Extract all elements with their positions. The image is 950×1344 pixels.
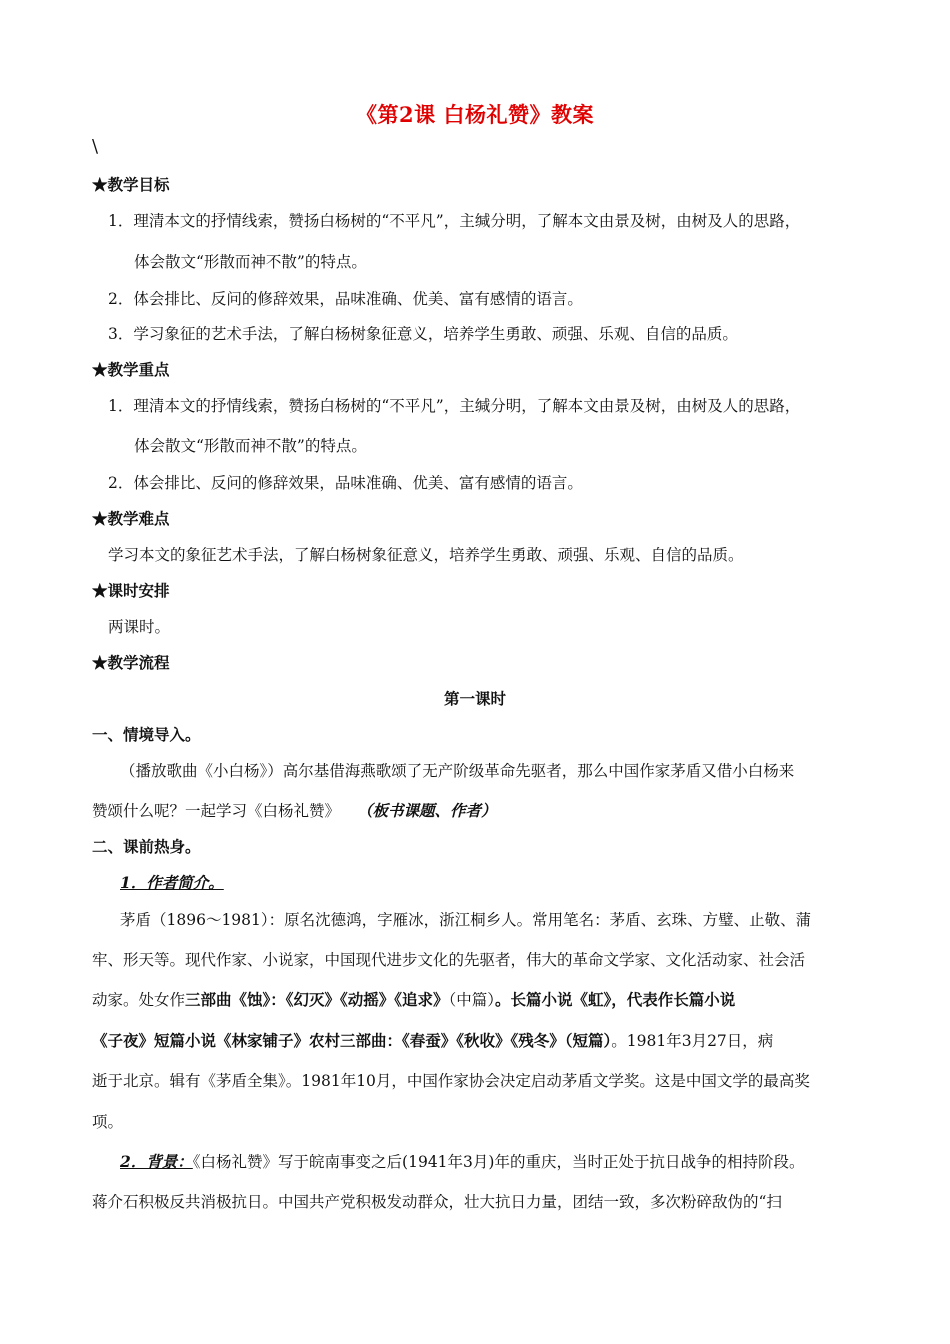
difficulties-heading: ★教学难点 xyxy=(92,509,170,528)
author-line-4-a: 《子夜》短篇小说《林家铺子》农村三部曲：《春蚕》《秋收》《残冬》（短篇） xyxy=(92,1031,612,1050)
author-line-1: 茅盾（1896～1981）：原名沈德鸿，字雁冰，浙江桐乡人。常用笔名：茅盾、玄珠、方璧、止敬、蒲 xyxy=(120,911,812,929)
author-line-3-c: （中篇） xyxy=(448,991,496,1009)
author-line-3-d: 。长篇小说《虹》，代表作长篇小说 xyxy=(495,990,736,1009)
author-line-2: 牢、形天等。现代作家、小说家，中国现代进步文化的先驱者，伟大的革命文学家、文化活动家、社会活 xyxy=(92,951,806,969)
key-item-1-line1: 1．理清本文的抒情线索，赞扬白杨树的“不平凡”，主缄分明，了解本文由景及树，由树及人的思路， xyxy=(108,397,801,415)
schedule-heading: ★课时安排 xyxy=(92,581,170,600)
goals-heading: ★教学目标 xyxy=(92,175,170,194)
goal-item-2: 2．体会排比、反问的修辞效果，品味准确、优美、富有感情的语言。 xyxy=(108,290,583,308)
key-points-heading: ★教学重点 xyxy=(92,360,170,379)
section1-line2-text: 赞颂什么呢？一起学习《白杨礼赞》 xyxy=(92,802,341,820)
background-line-1 xyxy=(120,1151,804,1173)
process-heading: ★教学流程 xyxy=(92,653,170,672)
key-item-2: 2．体会排比、反问的修辞效果，品味准确、优美、富有感情的语言。 xyxy=(108,474,583,492)
author-line-4 xyxy=(92,1030,773,1052)
author-line-3 xyxy=(92,989,735,1011)
author-line-4-b: 。1981年3月27日，病 xyxy=(611,1032,774,1050)
goal-item-1-line1: 1．理清本文的抒情线索，赞扬白杨树的“不平凡”，主缄分明，了解本文由景及树，由树及人的思路， xyxy=(108,212,801,230)
background-line-2: 蒋介石积极反共消极抗日。中国共产党积极发动群众，壮大抗日力量，团结一致，多次粉碎敌伪的“扫 xyxy=(92,1193,782,1211)
key-item-1-line2: 体会散文“形散而神不散”的特点。 xyxy=(134,437,367,455)
difficulties-text: 学习本文的象征艺术手法，了解白杨树象征意义，培养学生勇敢、顽强、乐观、自信的品质。 xyxy=(108,546,744,564)
author-line-5: 逝于北京。辑有《茅盾全集》。1981年10月，中国作家协会决定启动茅盾文学奖。这是中国文学的最高奖 xyxy=(92,1072,810,1090)
document-title: 《第2课 白杨礼赞》教案 xyxy=(356,102,594,127)
author-line-6: 项。 xyxy=(92,1113,124,1131)
stray-backslash: \ xyxy=(92,136,99,157)
section2-heading: 二、课前热身。 xyxy=(92,837,201,856)
section1-heading: 一、情境导入。 xyxy=(92,725,201,744)
author-intro-title: 1．作者简介。 xyxy=(120,873,224,892)
goal-item-1-line2: 体会散文“形散而神不散”的特点。 xyxy=(134,253,367,271)
lesson-title: 第一课时 xyxy=(443,689,506,708)
author-line-3-a: 动家。处女作 xyxy=(92,991,186,1009)
board-note: （板书课题、作者） xyxy=(356,801,497,820)
author-line-3-b: 三部曲《蚀》：《幻灭》《动摇》《追求》 xyxy=(185,990,449,1009)
section1-line2 xyxy=(92,800,496,822)
goal-item-3: 3．学习象征的艺术手法，了解白杨树象征意义，培养学生勇敢、顽强、乐观、自信的品质。 xyxy=(108,325,738,343)
background-title: 2．背景： xyxy=(120,1152,193,1171)
background-text-1: 《白杨礼赞》写于皖南事变之后(1941年3月)年的重庆，当时正处于抗日战争的相持阶段。 xyxy=(192,1153,805,1171)
section1-line1: （播放歌曲《小白杨》）高尔基借海燕歌颂了无产阶级革命先驱者，那么中国作家茅盾又借小白杨来 xyxy=(120,762,795,780)
schedule-text: 两课时。 xyxy=(108,618,171,636)
